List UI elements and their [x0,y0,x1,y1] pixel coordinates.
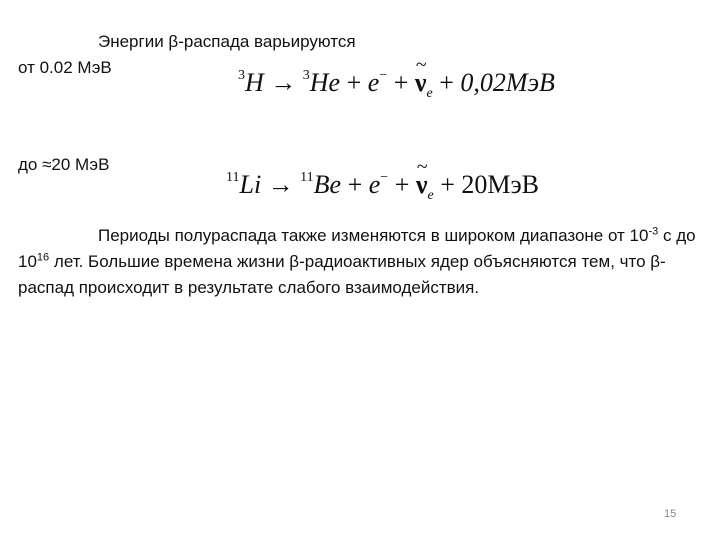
formula2-arrow: → [267,170,294,199]
formula2-electron: e [368,170,381,199]
intro-line-1: Энергии β-распада варьируются [98,32,356,51]
formula2-plus-3: + [440,170,455,199]
formula1-daughter-mass: 3 [302,68,310,83]
formula1-neutrino-sub: e [426,86,433,102]
formula2-daughter: Be [313,170,342,199]
paragraph-part-1: Периоды полураспада также изменяются в широком диапазоне от 10 [98,226,649,245]
paragraph-exponent-1: -3 [648,225,659,238]
formula1-energy: 0,02МэВ [460,68,555,97]
formula-tritium-decay [238,68,555,102]
intro-line-2: от 0.02 МэВ [18,58,112,77]
formula2-plus-2: + [394,170,410,199]
half-life-paragraph [18,223,698,301]
formula2-electron-charge: − [380,170,389,185]
formula1-parent-mass: 3 [238,68,245,83]
formula1-parent: H [245,68,264,97]
page-number: 15 [664,508,677,520]
formula1-plus-1: + [346,68,362,97]
formula2-energy: 20МэВ [461,170,540,199]
formula2-daughter-mass: 11 [300,170,314,185]
paragraph-part-3: лет. Большие времена жизни β-радиоактивных ядер объясняются тем, что β-распад происходит в результате слабого взаимодействия. [18,252,666,297]
formula2-parent-mass: 11 [226,170,240,185]
formula1-electron-charge: − [379,68,388,83]
formula-lithium-decay [226,170,539,204]
formula1-plus-3: + [439,68,454,97]
formula2-parent: Li [239,170,262,199]
paragraph-part-2: с до 10 [18,226,696,271]
formula1-arrow: → [270,68,297,97]
formula2-neutrino-symbol: ν [415,170,428,199]
formula2-plus-1: + [347,170,363,199]
formula1-daughter: He [309,68,341,97]
formula1-antineutrino [415,68,433,102]
formula1-electron: e [367,68,380,97]
paragraph-exponent-2: 16 [36,251,50,264]
formula2-neutrino-sub: e [427,188,434,204]
formula2-antineutrino [416,170,434,204]
formula1-plus-2: + [393,68,409,97]
formula1-neutrino-symbol: ν [414,68,427,97]
min-energy-label: до ≈20 МэВ [18,155,110,174]
